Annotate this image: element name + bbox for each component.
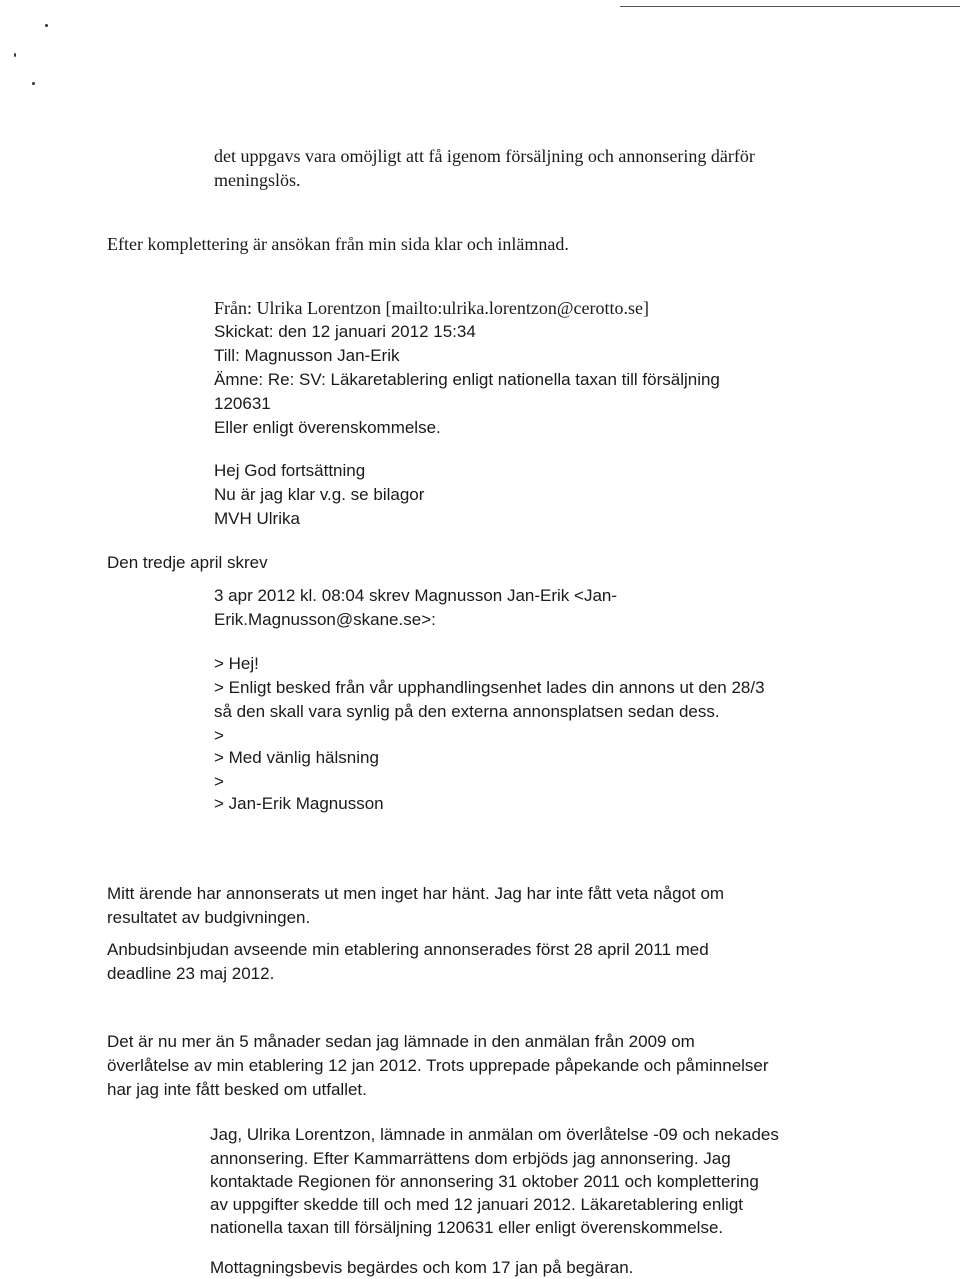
paragraph-1-line-2: resultatet av budgivningen. bbox=[107, 908, 311, 927]
quote-header-line-1: 3 apr 2012 kl. 08:04 skrev Magnusson Jan-Erik <Jan- bbox=[214, 586, 618, 605]
scan-speck bbox=[45, 24, 48, 27]
email-subject-line-3: Eller enligt överenskommelse. bbox=[214, 418, 441, 437]
email-greeting: Hej God fortsättning bbox=[214, 461, 366, 480]
quote-line: > Jan-Erik Magnusson bbox=[214, 794, 384, 813]
email-subject-line-2: 120631 bbox=[214, 394, 271, 413]
quote-line: > bbox=[214, 726, 224, 745]
intro-complete-line: Efter komplettering är ansökan från min sida klar och inlämnad. bbox=[107, 234, 569, 254]
quote-line: > Hej! bbox=[214, 654, 259, 673]
quote-line: så den skall vara synlig på den externa annonsplatsen sedan dess. bbox=[214, 702, 720, 721]
paragraph-5-line-1: Mottagningsbevis begärdes och kom 17 jan på begäran. bbox=[210, 1258, 634, 1277]
intro-line-2: meningslös. bbox=[214, 170, 301, 190]
email-to: Till: Magnusson Jan-Erik bbox=[214, 346, 400, 365]
third-april-line: Den tredje april skrev bbox=[107, 553, 268, 572]
paragraph-4-line-4: av uppgifter skedde till och med 12 januari 2012. Läkaretablering enligt bbox=[210, 1195, 744, 1214]
scan-speck bbox=[32, 82, 35, 85]
paragraph-4-line-5: nationella taxan till försäljning 120631 eller enligt överenskommelse. bbox=[210, 1218, 724, 1237]
paragraph-3-line-3: har jag inte fått besked om utfallet. bbox=[107, 1080, 367, 1099]
paragraph-2-line-2: deadline 23 maj 2012. bbox=[107, 964, 275, 983]
paragraph-2-line-1: Anbudsinbjudan avseende min etablering annonserades först 28 april 2011 med bbox=[107, 940, 709, 959]
quote-line: > Enligt besked från vår upphandlingsenhet lades din annons ut den 28/3 bbox=[214, 678, 765, 697]
scan-speck bbox=[14, 53, 16, 57]
paragraph-3-line-2: överlåtelse av min etablering 12 jan 2012. Trots upprepade påpekande och påminnelser bbox=[107, 1056, 769, 1075]
quote-line: > Med vänlig hälsning bbox=[214, 748, 379, 767]
paragraph-3-line-1: Det är nu mer än 5 månader sedan jag lämnade in den anmälan från 2009 om bbox=[107, 1032, 695, 1051]
email-body: Nu är jag klar v.g. se bilagor bbox=[214, 485, 425, 504]
paragraph-4-line-1: Jag, Ulrika Lorentzon, lämnade in anmälan om överlåtelse -09 och nekades bbox=[210, 1125, 779, 1144]
email-signoff: MVH Ulrika bbox=[214, 509, 300, 528]
email-sent: Skickat: den 12 januari 2012 15:34 bbox=[214, 322, 476, 341]
scan-top-rule bbox=[620, 6, 960, 7]
email-from: Från: Ulrika Lorentzon [mailto:ulrika.lorentzon@cerotto.se] bbox=[214, 298, 649, 318]
quote-header-line-2: Erik.Magnusson@skane.se>: bbox=[214, 610, 436, 629]
paragraph-4-line-2: annonsering. Efter Kammarrättens dom erbjöds jag annonsering. Jag bbox=[210, 1149, 731, 1168]
email-subject-line-1: Ämne: Re: SV: Läkaretablering enligt nationella taxan till försäljning bbox=[214, 370, 720, 389]
paragraph-4-line-3: kontaktade Regionen för annonsering 31 oktober 2011 och komplettering bbox=[210, 1172, 759, 1191]
quote-line: > bbox=[214, 772, 224, 791]
intro-line-1: det uppgavs vara omöjligt att få igenom försäljning och annonsering därför bbox=[214, 146, 755, 166]
paragraph-1-line-1: Mitt ärende har annonserats ut men inget har hänt. Jag har inte fått veta något om bbox=[107, 884, 725, 903]
